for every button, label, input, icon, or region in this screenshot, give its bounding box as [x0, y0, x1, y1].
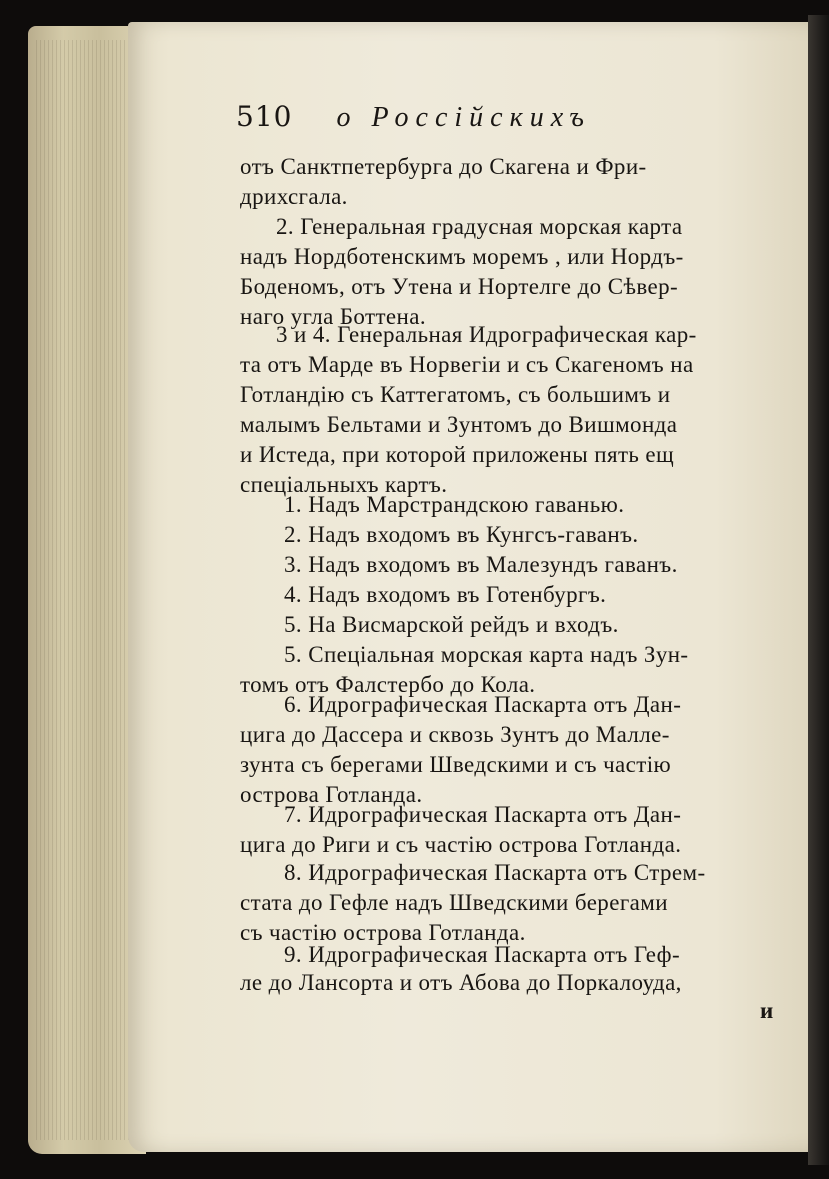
text-line: 1. Надъ Марстрандскою гаванью.	[284, 492, 625, 517]
text-line: 6. Идрографическая Паскарта отъ Дан-	[284, 692, 682, 717]
text-line: ле до Лансорта и отъ Абова до Поркалоуда,	[240, 970, 682, 995]
page-header	[236, 100, 636, 136]
text-line: наго угла Боттена.	[240, 304, 427, 329]
text-line: дрихсгала.	[240, 184, 348, 209]
page-number: 510	[236, 100, 293, 133]
text-line: 4. Надъ входомъ въ Готенбургъ.	[284, 582, 607, 607]
running-head: о Россійскихъ	[336, 102, 591, 133]
text-line: отъ Санктпетербурга до Скагена и Фри-	[240, 154, 647, 179]
text-line: надъ Нордботенскимъ моремъ , или Нордъ-	[240, 244, 684, 269]
text-line: 3. Надъ входомъ въ Малезундъ гаванъ.	[284, 552, 678, 577]
text-line: томъ отъ Фалстербо до Кола.	[240, 672, 536, 697]
text-line: Боденомъ, отъ Утена и Нортелге до Сѣвер-	[240, 274, 679, 299]
text-line: 7. Идрографическая Паскарта отъ Дан-	[284, 802, 682, 827]
text-line: малымъ Бельтами и Зунтомъ до Вишмонда	[240, 412, 678, 437]
text-line: цига до Дассера и сквозь Зунтъ до Малле-	[240, 722, 670, 747]
text-line: Готландію съ Каттегатомъ, съ большимъ и	[240, 382, 671, 407]
text-line: острова Готланда.	[240, 782, 423, 807]
text-line: 5. Спеціальная морская карта надъ Зун-	[284, 642, 689, 667]
text-line: съ частію острова Готланда.	[240, 920, 526, 945]
text-line: стата до Гефле надъ Шведскими берегами	[240, 890, 668, 915]
text-line: 5. На Висмарской рейдъ и входъ.	[284, 612, 619, 637]
catchword: и	[760, 998, 774, 1023]
text-line: 9. Идрографическая Паскарта отъ Геф-	[284, 942, 681, 967]
text-line: та отъ Марде въ Норвегіи и съ Скагеномъ на	[240, 352, 694, 377]
text-line: спеціальныхъ картъ.	[240, 472, 448, 497]
text-line: и Истеда, при которой приложены пять ещ	[240, 442, 675, 467]
text-line: 3 и 4. Генеральная Идрографическая кар-	[276, 322, 697, 347]
text-line: зунта съ берегами Шведскими и съ частію	[240, 752, 672, 777]
text-line: цига до Риги и съ частію острова Готланда.	[240, 832, 682, 857]
text-line: 8. Идрографическая Паскарта отъ Стрем-	[284, 860, 706, 885]
text-line: 2. Генеральная градусная морская карта	[276, 214, 683, 239]
text-line: 2. Надъ входомъ въ Кунгсъ-гаванъ.	[284, 522, 639, 547]
